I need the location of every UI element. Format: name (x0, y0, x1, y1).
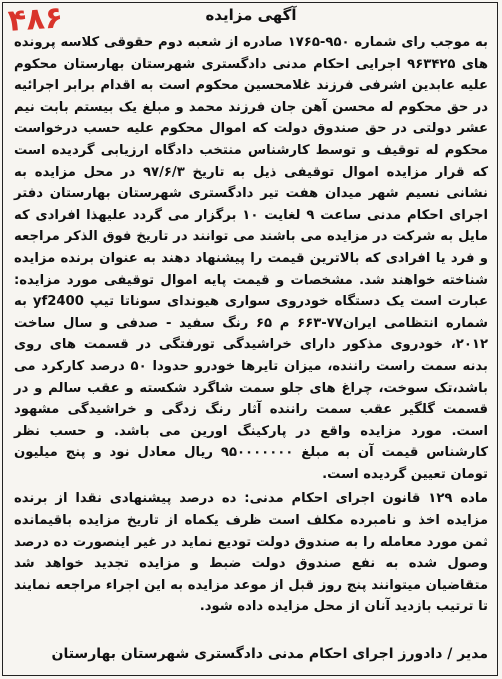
notice-title: آگهی مزایده (205, 6, 297, 24)
handwritten-number-stamp: ۴۸۶ (6, 0, 65, 39)
notice-body (14, 32, 488, 618)
notice-paragraph-main: به موجب رای شماره ۹۵۰-۱۷۶۵ صادره از شعبه دوم حقوقی کلاسه پرونده های ۹۶۳۴۲۵ اجرایی احکام مدنی دادگستری شهرستان بهارستان محکوم علیه عابدین اشرفی فرزند غلامحسین محکوم است به اقدام برابر اجرائیه در حق محکوم له محسن آهن جان فرزند محمد و مبلغ یک بیستم بابت نیم عشر دولتی در حق صندوق دولت که اموال محکوم علیه حسب درخواست محکوم له توقیف و توسط کارشناس منتخب دادگاه ارزیابی گردیده است که قرار مزایده اموال توقیفی ذیل به تاریخ ۹۷/۶/۳ در محل مزایده به نشانی نسیم شهر میدان هفت تیر دادگستری شهرستان بهارستان دفتر اجرای احکام مدنی ساعت ۹ لغایت ۱۰ برگزار می گردد علیهذا افرادی که مایل به شرکت در مزایده می باشند می توانند در تاریخ فوق الذکر مراجعه و فرد یا افرادی که بالاترین قیمت را پیشنهاد دهند به عنوان برنده مزایده شناخته خواهند شد. مشخصات و قیمت پایه اموال توقیفی مورد مزایده: عبارت است یک دستگاه خودروی سواری هیوندای سوناتا تیپ yf2400 به شماره انتظامی ایران۷۷-۶۶۳ م ۶۵ رنگ سفید - صدفی و سال ساخت ۲۰۱۲، خودروی مذکور دارای خراشیدگی تورفتگی در قسمت های روی بدنه سمت راست راننده، میزان تایرها خودرو حدودا ۵۰ درصد کارکرد می باشد،تک سوخت، چراغ های جلو سمت شاگرد شکسته و عقب سالم و در قسمت گلگیر عقب سمت راننده آثار رنگ زدگی و خراشیدگی مشهود است. مورد مزایده واقع در پارکینگ اورین می باشد. و حسب نظر کارشناس قیمت آن به مبلغ ۹۵۰۰۰۰۰۰۰ ریال معادل نود و پنج میلیون تومان تعیین گردیده است. (14, 35, 489, 482)
notice-signature: مدیر / دادورز اجرای احکام مدنی دادگستری شهرستان بهارستان (51, 646, 488, 662)
notice-paragraph-article-129: ماده ۱۲۹ قانون اجرای احکام مدنی: ده درصد پیشنهادی نقدا از برنده مزایده اخذ و نامبرده مکلف است ظرف یکماه از تاریخ مزایده باقیمانده ثمن مورد معامله را به صندوق دولت تودیع نماید در غیر اینصورت ده درصد وصول شده به نفع صندوق دولت ضبط و مزایده تجدید خواهد شد متقاضیان میتوانند پنج روز قبل از موعد مزایده به این اجراء مراجعه نمایند تا ترتیب بازدید آنان از محل مزایده داده شود. (14, 491, 488, 615)
